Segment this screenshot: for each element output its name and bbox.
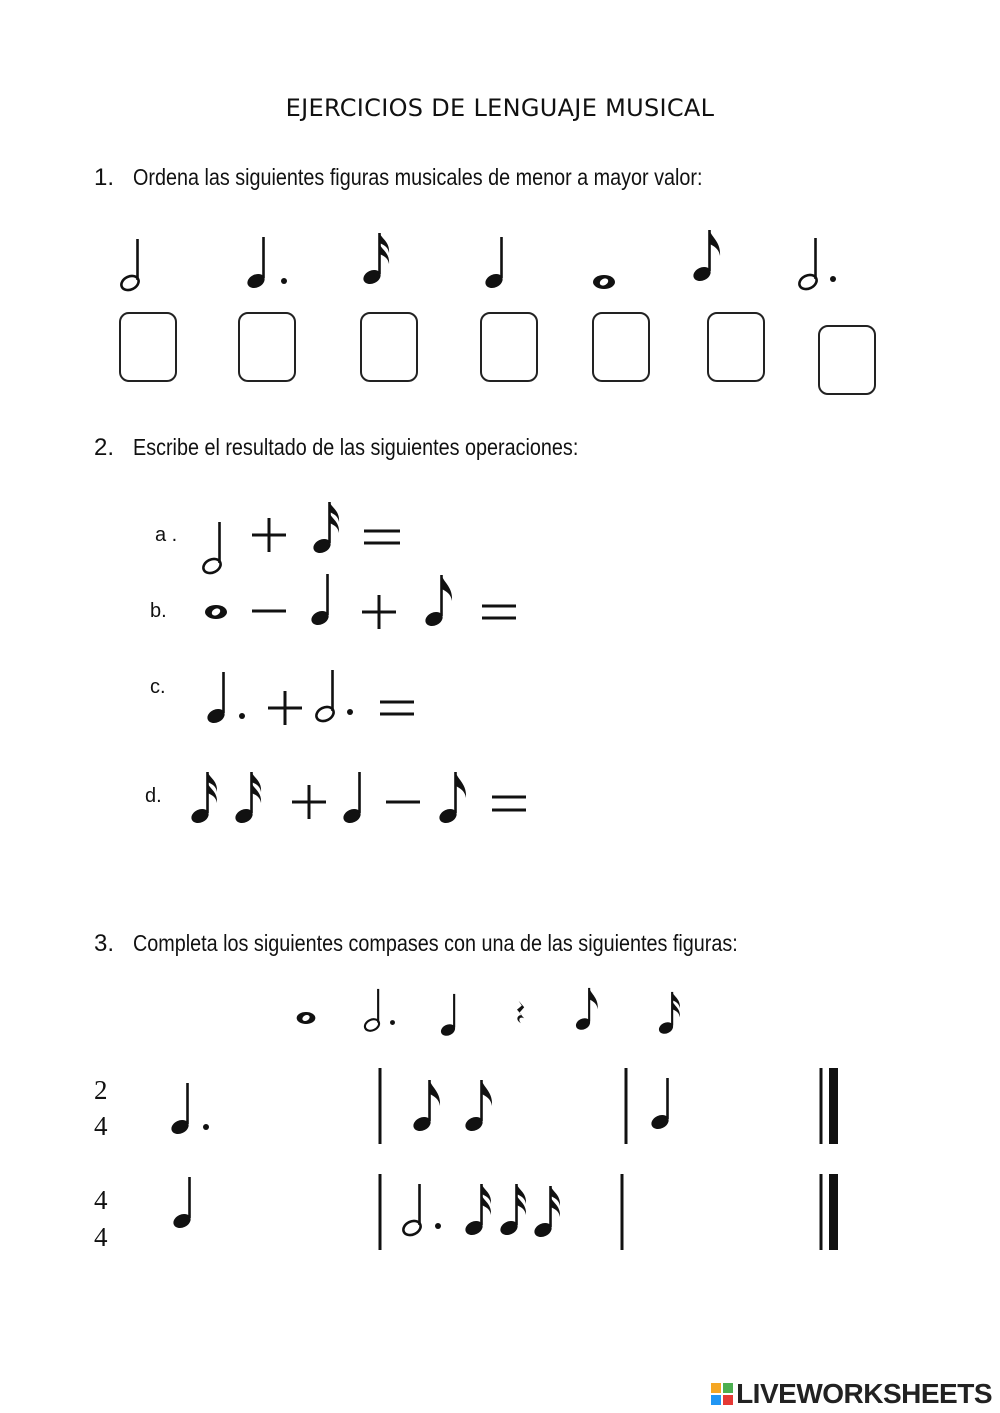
q3-measures: [0, 1060, 1000, 1260]
final-bar-thick: [829, 1174, 838, 1250]
measure-1-quarter-note-icon: [649, 1078, 671, 1132]
q2-operations: [0, 480, 1000, 860]
option-eighth-note-icon: [574, 988, 598, 1032]
answer-box-2[interactable]: [238, 312, 296, 382]
measure-1-eighth-note-icon: [411, 1080, 440, 1134]
operation-c-label: c.: [150, 676, 166, 698]
measure-2-sixteenth-note-icon: [532, 1186, 560, 1240]
final-bar-thick: [829, 1068, 838, 1144]
question-2-number: 2.: [94, 434, 115, 461]
operation-b-whole-note-icon: [205, 605, 227, 619]
question-2-text: Escribe el resultado de las siguientes operaciones:: [133, 434, 579, 460]
option-quarter-rest-icon: [517, 1001, 524, 1023]
operation-a-half-note-icon: [201, 522, 223, 576]
option-sixteenth-note-icon: [657, 992, 680, 1036]
plus-icon: [252, 518, 286, 552]
operation-d-sixteenth-note-icon: [189, 772, 217, 826]
question-3-number: 3.: [94, 930, 115, 957]
half-note-icon: [119, 239, 141, 293]
question-3-text: Completa los siguientes compases con una de las siguientes figuras:: [133, 930, 738, 956]
dotted-quarter-note-icon: [245, 237, 287, 291]
plus-icon: [268, 691, 302, 725]
operation-b-quarter-note-icon: [309, 574, 331, 628]
equals-icon: [380, 702, 414, 714]
operation-d-label: d.: [145, 785, 162, 807]
operation-d-sixteenth-note-icon: [233, 772, 261, 826]
measure-2-dotted-half-note-icon: [401, 1184, 441, 1238]
question-1-text: Ordena las siguientes figuras musicales de menor a mayor valor:: [133, 164, 703, 190]
plus-icon: [292, 785, 326, 819]
sixteenth-note-icon: [361, 233, 389, 287]
liveworksheets-mark-icon: [711, 1383, 733, 1405]
option-quarter-note-icon: [439, 994, 457, 1038]
measure-2-sixteenth-note-icon: [498, 1184, 526, 1238]
measure-1-dotted-quarter-note-icon: [169, 1083, 209, 1137]
quarter-note-icon: [483, 237, 505, 291]
time-signature-4-4-bottom: 4: [94, 1222, 108, 1252]
measure-2-sixteenth-note-icon: [463, 1184, 491, 1238]
liveworksheets-logo: [711, 1378, 992, 1410]
equals-icon: [492, 797, 526, 810]
question-1-number: 1.: [94, 164, 115, 191]
dotted-half-note-icon: [797, 238, 836, 292]
option-whole-note-icon: [297, 1012, 316, 1024]
operation-a-label: a .: [155, 524, 178, 546]
time-signature-4-4-top: 4: [94, 1185, 108, 1215]
plus-icon: [362, 595, 396, 629]
eighth-note-icon: [691, 230, 720, 284]
equals-icon: [364, 531, 400, 543]
operation-d-quarter-note-icon: [341, 772, 363, 826]
answer-box-1[interactable]: [119, 312, 177, 382]
answer-box-4[interactable]: [480, 312, 538, 382]
operation-a-sixteenth-note-icon: [311, 502, 339, 556]
answer-box-6[interactable]: [707, 312, 765, 382]
option-dotted-half-note-icon: [363, 989, 395, 1033]
measure-2-quarter-note-icon: [171, 1177, 193, 1231]
logo-text: LIVEWORKSHEETS: [736, 1378, 992, 1409]
operation-b-eighth-note-icon: [423, 575, 452, 629]
operation-c-dotted-half-note-icon: [314, 670, 353, 724]
operation-d-eighth-note-icon: [437, 772, 466, 826]
q3-figure-options: [0, 980, 1000, 1060]
time-signature-2-4-bottom: 4: [94, 1111, 108, 1141]
operation-b-label: b.: [150, 600, 167, 622]
answer-box-3[interactable]: [360, 312, 418, 382]
answer-box-5[interactable]: [592, 312, 650, 382]
page-title: EJERCICIOS DE LENGUAJE MUSICAL: [285, 94, 715, 122]
time-signature-2-4-top: 2: [94, 1075, 108, 1105]
answer-box-7[interactable]: [818, 325, 876, 395]
whole-note-icon: [593, 275, 615, 289]
equals-icon: [482, 606, 516, 618]
measure-1-eighth-note-icon: [463, 1080, 492, 1134]
operation-c-dotted-quarter-note-icon: [205, 672, 245, 726]
